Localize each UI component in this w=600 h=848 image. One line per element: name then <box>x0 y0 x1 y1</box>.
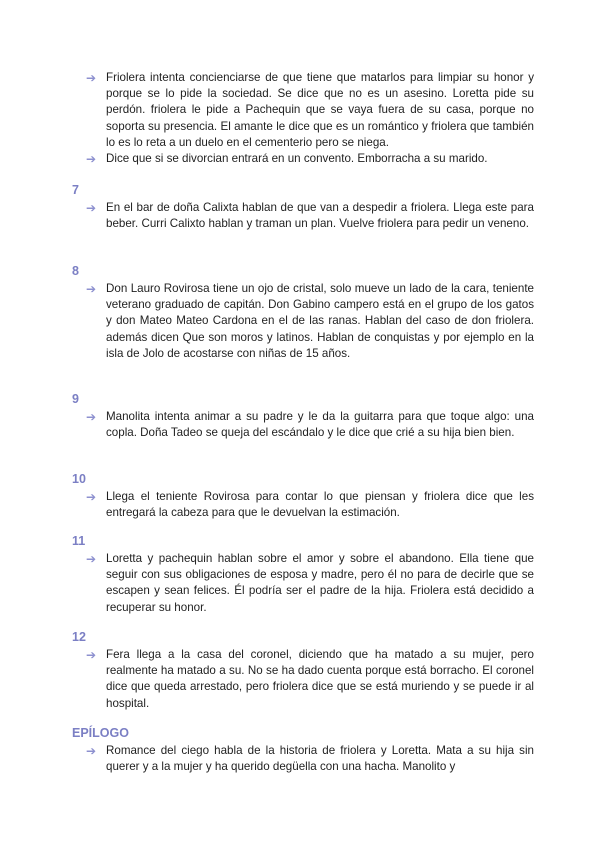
list-item <box>72 743 534 775</box>
right-arrow-icon: ➔ <box>86 552 97 566</box>
list-item <box>72 200 534 232</box>
section-heading: 11 <box>72 534 86 548</box>
section-10 <box>72 471 534 521</box>
section-heading: EPÍLOGO <box>72 726 129 740</box>
item-text: Manolita intenta animar a su padre y le da la guitarra para que toque algo: una copla. Doña Tadeo se queja del escándalo y le dice que crié a su hija bien bien. <box>106 410 534 440</box>
section-heading: 8 <box>72 264 79 278</box>
section-9 <box>72 391 534 441</box>
right-arrow-icon: ➔ <box>86 71 97 85</box>
section-heading: 12 <box>72 630 86 644</box>
list-item <box>72 409 534 441</box>
list-item <box>72 281 534 362</box>
section-heading: 7 <box>72 183 79 197</box>
item-text: Don Lauro Rovirosa tiene un ojo de cristal, solo mueve un lado de la cara, teniente veterano graduado de capitán. Don Gabino campero está en el grupo de los gatos y don Mateo Mateo Cardona en el de las ranas. Hablan del caso de don friolera. además dicen Que son moros y latinos. Hablan de conquistas y por ejemplo en la isla de Jolo de acostarse con niñas de 15 años. <box>106 282 534 360</box>
item-text: Dice que si se divorcian entrará en un convento. Emborracha a su marido. <box>106 152 488 166</box>
list-item <box>72 489 534 521</box>
right-arrow-icon: ➔ <box>86 648 97 662</box>
right-arrow-icon: ➔ <box>86 744 97 758</box>
right-arrow-icon: ➔ <box>86 152 97 167</box>
item-text: Llega el teniente Rovirosa para contar lo que piensan y friolera dice que les entregará la cabeza para que le devuelvan la estimación. <box>106 490 534 520</box>
right-arrow-icon: ➔ <box>86 201 97 215</box>
right-arrow-icon: ➔ <box>86 282 97 296</box>
item-text: Friolera intenta concienciarse de que tiene que matarlos para limpiar su honor y porque se lo pide la sociedad. Se dice que no es un asesino. Loretta pide su perdón. friolera le pide a Pachequin que se vaya fuera de su casa, porque no soporta su presencia. El amante le dice que es un romántico y friolera que también lo es lo reta a un duelo en el cementerio pero se niega. <box>106 71 534 149</box>
item-text: En el bar de doña Calixta hablan de que van a despedir a friolera. Llega este para beber. Curri Calixto hablan y traman un plan. Vuelve friolera para pedir un veneno. <box>106 201 534 231</box>
item-text: Loretta y pachequin hablan sobre el amor y sobre el abandono. Ella tiene que seguir con sus obligaciones de esposa y madre, pero él no para de decirle que se escapen y sean felices. Él podría ser el padre de la hija. Friolera está decidido a recuperar su honor. <box>106 552 534 614</box>
list-item <box>72 647 534 712</box>
item-text: Fera llega a la casa del coronel, diciendo que ha matado a su mujer, pero realmente ha matado a su. No se ha dado cuenta porque está borracho. El coronel dice que queda arrestado, pero friolera dice que se está muriendo y se puede ir al hospital. <box>106 648 534 710</box>
section-11 <box>72 533 534 616</box>
item-text: Romance del ciego habla de la historia de friolera y Loretta. Mata a su hija sin querer y a la mujer y ha querido degüella con una hacha. Manolito y <box>106 744 534 774</box>
section-6-continued <box>72 70 534 167</box>
section-12 <box>72 629 534 712</box>
section-heading: 9 <box>72 392 79 406</box>
section-8 <box>72 263 534 362</box>
list-item <box>72 151 534 167</box>
right-arrow-icon: ➔ <box>86 490 97 504</box>
section-7 <box>72 182 534 232</box>
section-epilogo <box>72 725 534 775</box>
list-item <box>72 551 534 616</box>
right-arrow-icon: ➔ <box>86 410 97 424</box>
list-item <box>72 70 534 151</box>
section-heading: 10 <box>72 472 86 486</box>
